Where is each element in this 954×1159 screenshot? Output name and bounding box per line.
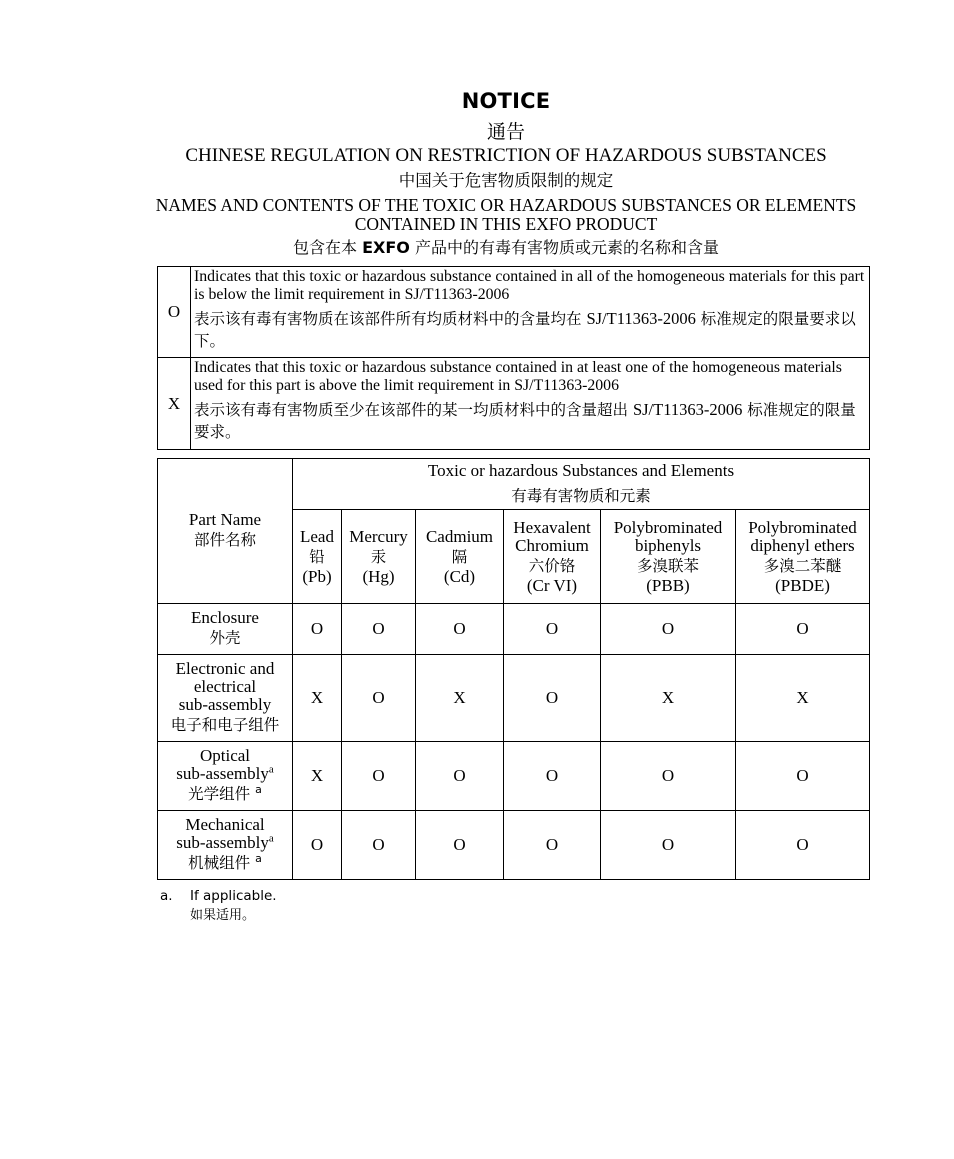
value-cell: X — [601, 655, 736, 742]
footnote-mark: a — [268, 763, 274, 776]
table-row — [158, 811, 870, 880]
column-header-cadmium — [416, 510, 504, 604]
value-cell: O — [736, 811, 870, 880]
column-header-pbb — [601, 510, 736, 604]
value-cell: O — [293, 811, 342, 880]
value-cell: O — [416, 742, 504, 811]
legend-text-zh-before: 表示该有毒有害物质在该部件所有均质材料中的含量均在 — [194, 310, 587, 328]
table-row — [158, 655, 870, 742]
part-name-line2: sub-assembly — [176, 833, 269, 852]
column-name-line2: diphenyl ethers — [750, 535, 855, 555]
footnote-label: a. — [160, 888, 173, 904]
legend-text-zh-after: 标准规定的限量要求以下。 — [194, 310, 856, 350]
column-name: Polybrominated — [748, 517, 857, 537]
part-name-cell — [158, 742, 293, 811]
footnote-text: If applicable. — [190, 888, 277, 904]
legend-symbol: O — [158, 267, 191, 358]
names-title-line2: CONTAINED IN THIS EXFO PRODUCT — [354, 214, 658, 234]
footnote-mark-zh: a — [255, 782, 262, 796]
value-cell: O — [504, 742, 601, 811]
table-row — [158, 742, 870, 811]
part-name-zh: 光学组件 — [188, 785, 256, 803]
part-name-zh: 外壳 — [209, 629, 241, 647]
part-name-cell — [158, 604, 293, 655]
part-name-header-en: Part Name — [188, 510, 262, 529]
legend-text-en: Indicates that this toxic or hazardous substance contained in all of the homogeneous materials for this part is below the limit requirement in SJ/T11363-2006 — [194, 268, 865, 303]
value-cell: O — [416, 811, 504, 880]
part-name-zh: 电子和电子组件 — [170, 716, 280, 734]
value-cell: O — [736, 604, 870, 655]
column-header-hexavalent-chromium — [504, 510, 601, 604]
column-name-zh: 多溴二苯醚 — [763, 556, 842, 575]
part-name-zh: 机械组件 — [188, 854, 256, 872]
column-name-line2: Chromium — [515, 535, 589, 555]
names-title-zh-before: 包含在本 — [293, 238, 363, 257]
part-name-line2: electrical — [193, 677, 257, 696]
value-cell: O — [601, 742, 736, 811]
legend-text — [191, 267, 870, 358]
brand-name: EXFO — [362, 238, 410, 257]
column-symbol: (Cr VI) — [526, 575, 578, 595]
column-name-zh: 铅 — [309, 547, 325, 566]
legend-row — [158, 267, 870, 358]
column-symbol: (PBDE) — [775, 575, 830, 595]
regulation-title-zh: 中国关于危害物质限制的规定 — [398, 171, 614, 190]
value-cell: X — [736, 655, 870, 742]
value-cell: O — [342, 811, 416, 880]
names-title-zh — [58, 235, 954, 258]
group-header-zh: 有毒有害物质和元素 — [511, 486, 651, 505]
legend-text-en: Indicates that this toxic or hazardous substance contained in at least one of the homogeneous materials used for this part is above the limit requirement in SJ/T11363-2006 — [194, 359, 842, 394]
value-cell: O — [342, 604, 416, 655]
column-symbol: (Cd) — [443, 566, 476, 586]
value-cell: O — [416, 604, 504, 655]
table-header-row — [158, 459, 870, 510]
legend-row — [158, 358, 870, 450]
column-header-mercury — [342, 510, 416, 604]
column-name: Cadmium — [425, 526, 494, 546]
part-name-line3: sub-assembly — [178, 695, 272, 714]
value-cell: X — [293, 655, 342, 742]
footnote-text-zh: 如果适用。 — [190, 908, 256, 923]
column-symbol: (PBB) — [646, 575, 690, 595]
column-name: Mercury — [349, 526, 408, 546]
substances-group-header — [293, 459, 870, 510]
legend-text — [191, 358, 870, 450]
column-name: Hexavalent — [513, 517, 591, 537]
legend-standard-code: SJ/T11363-2006 — [586, 309, 696, 328]
legend-symbol: X — [158, 358, 191, 450]
value-cell: O — [601, 604, 736, 655]
value-cell: X — [416, 655, 504, 742]
part-name: Enclosure — [191, 608, 259, 627]
value-cell: O — [293, 604, 342, 655]
column-symbol: (Hg) — [362, 566, 395, 586]
notice-title-zh: 通告 — [486, 121, 525, 143]
column-header-lead — [293, 510, 342, 604]
legend-text-zh-after: 标准规定的限量要求。 — [194, 401, 856, 441]
value-cell: O — [736, 742, 870, 811]
value-cell: O — [342, 655, 416, 742]
column-name-zh: 汞 — [370, 547, 387, 566]
part-name-cell — [158, 655, 293, 742]
value-cell: O — [504, 604, 601, 655]
names-title-zh-after: 产品中的有毒有害物质或元素的名称和含量 — [409, 238, 719, 257]
part-name: Mechanical — [185, 815, 265, 834]
legend-text-zh — [194, 399, 867, 443]
column-name: Lead — [300, 526, 334, 546]
legend-table — [157, 266, 870, 450]
group-header-en: Toxic or hazardous Substances and Elements — [427, 460, 735, 480]
column-name-zh: 六价铬 — [528, 556, 576, 575]
footnote-mark-zh: a — [255, 851, 262, 865]
notice-title: NOTICE — [461, 89, 551, 113]
footnote-mark: a — [268, 832, 274, 845]
column-name-zh: 隔 — [451, 547, 468, 566]
column-name-zh: 多溴联苯 — [636, 556, 699, 575]
names-title-line1: NAMES AND CONTENTS OF THE TOXIC OR HAZARDOUS SUBSTANCES OR ELEMENTS — [155, 195, 857, 215]
legend-standard-code: SJ/T11363-2006 — [632, 400, 743, 419]
substances-table — [157, 458, 870, 880]
column-name-line2: biphenyls — [634, 535, 702, 555]
footnote — [160, 887, 277, 925]
part-name-cell — [158, 811, 293, 880]
part-name-header — [158, 459, 293, 604]
value-cell: O — [504, 655, 601, 742]
column-name: Polybrominated — [613, 517, 723, 537]
legend-text-zh-before: 表示该有毒有害物质至少在该部件的某一均质材料中的含量超出 — [194, 401, 633, 419]
legend-text-zh — [194, 308, 867, 352]
part-name-header-zh: 部件名称 — [193, 531, 256, 549]
value-cell: O — [504, 811, 601, 880]
value-cell: X — [293, 742, 342, 811]
table-row — [158, 604, 870, 655]
column-symbol: (Pb) — [302, 566, 332, 586]
part-name: Electronic and — [175, 659, 275, 678]
regulation-title: CHINESE REGULATION ON RESTRICTION OF HAZARDOUS SUBSTANCES — [185, 145, 827, 166]
part-name: Optical — [199, 746, 251, 765]
names-title — [58, 196, 954, 234]
value-cell: O — [601, 811, 736, 880]
column-header-pbde — [736, 510, 870, 604]
value-cell: O — [342, 742, 416, 811]
part-name-line2: sub-assembly — [176, 764, 269, 783]
